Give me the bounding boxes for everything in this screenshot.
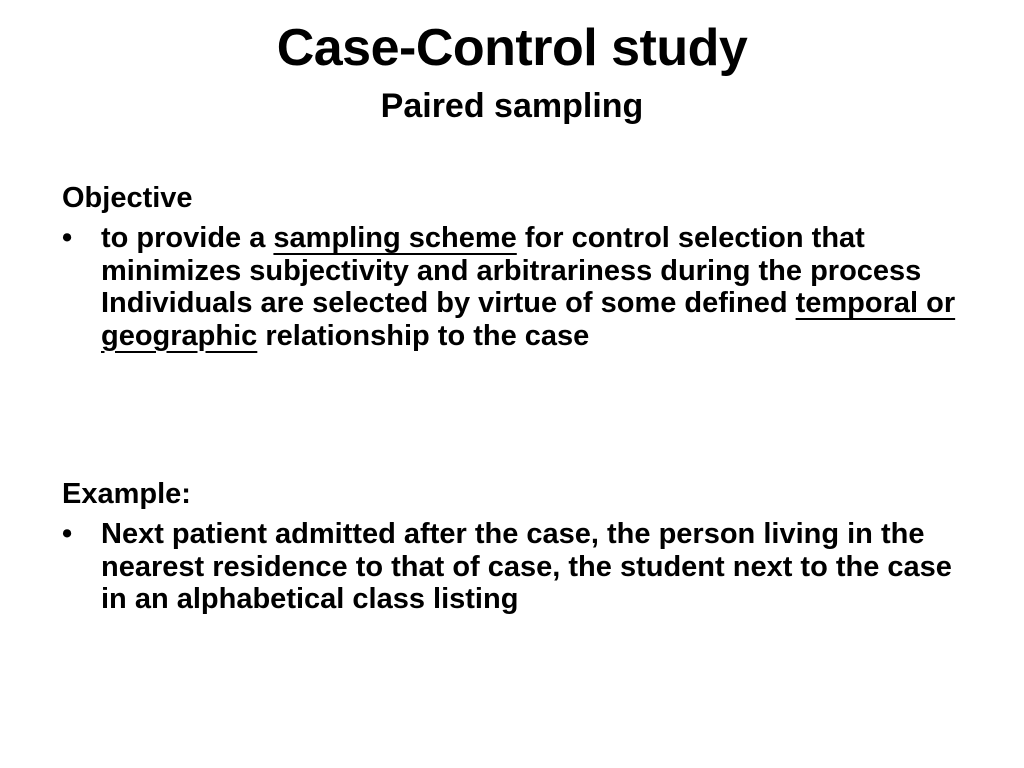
example-heading: Example: — [62, 478, 191, 510]
example-bullet — [62, 518, 962, 616]
objective-text-part2: for control selection that minimizes subjectivity and arbitrariness during the process Individuals are selected by virtue of some defined — [101, 222, 922, 319]
slide-title: Case-Control study — [276, 19, 748, 77]
objective-bullet-text — [101, 222, 962, 352]
objective-text-part3: relationship to the case — [257, 319, 590, 352]
example-bullet-text: Next patient admitted after the case, the person living in the nearest residence to that of case, the student next to the case in an alphabetical class listing — [101, 518, 952, 615]
bullet-marker: • — [62, 222, 73, 254]
underlined-sampling-scheme: sampling scheme — [273, 222, 517, 254]
slide-subtitle: Paired sampling — [380, 87, 644, 125]
objective-heading: Objective — [62, 182, 193, 214]
bullet-marker: • — [62, 518, 73, 550]
objective-text-part1: to provide a — [101, 222, 274, 254]
objective-bullet — [62, 222, 962, 352]
underlined-temporal-geographic: temporal or geographic — [101, 287, 956, 352]
